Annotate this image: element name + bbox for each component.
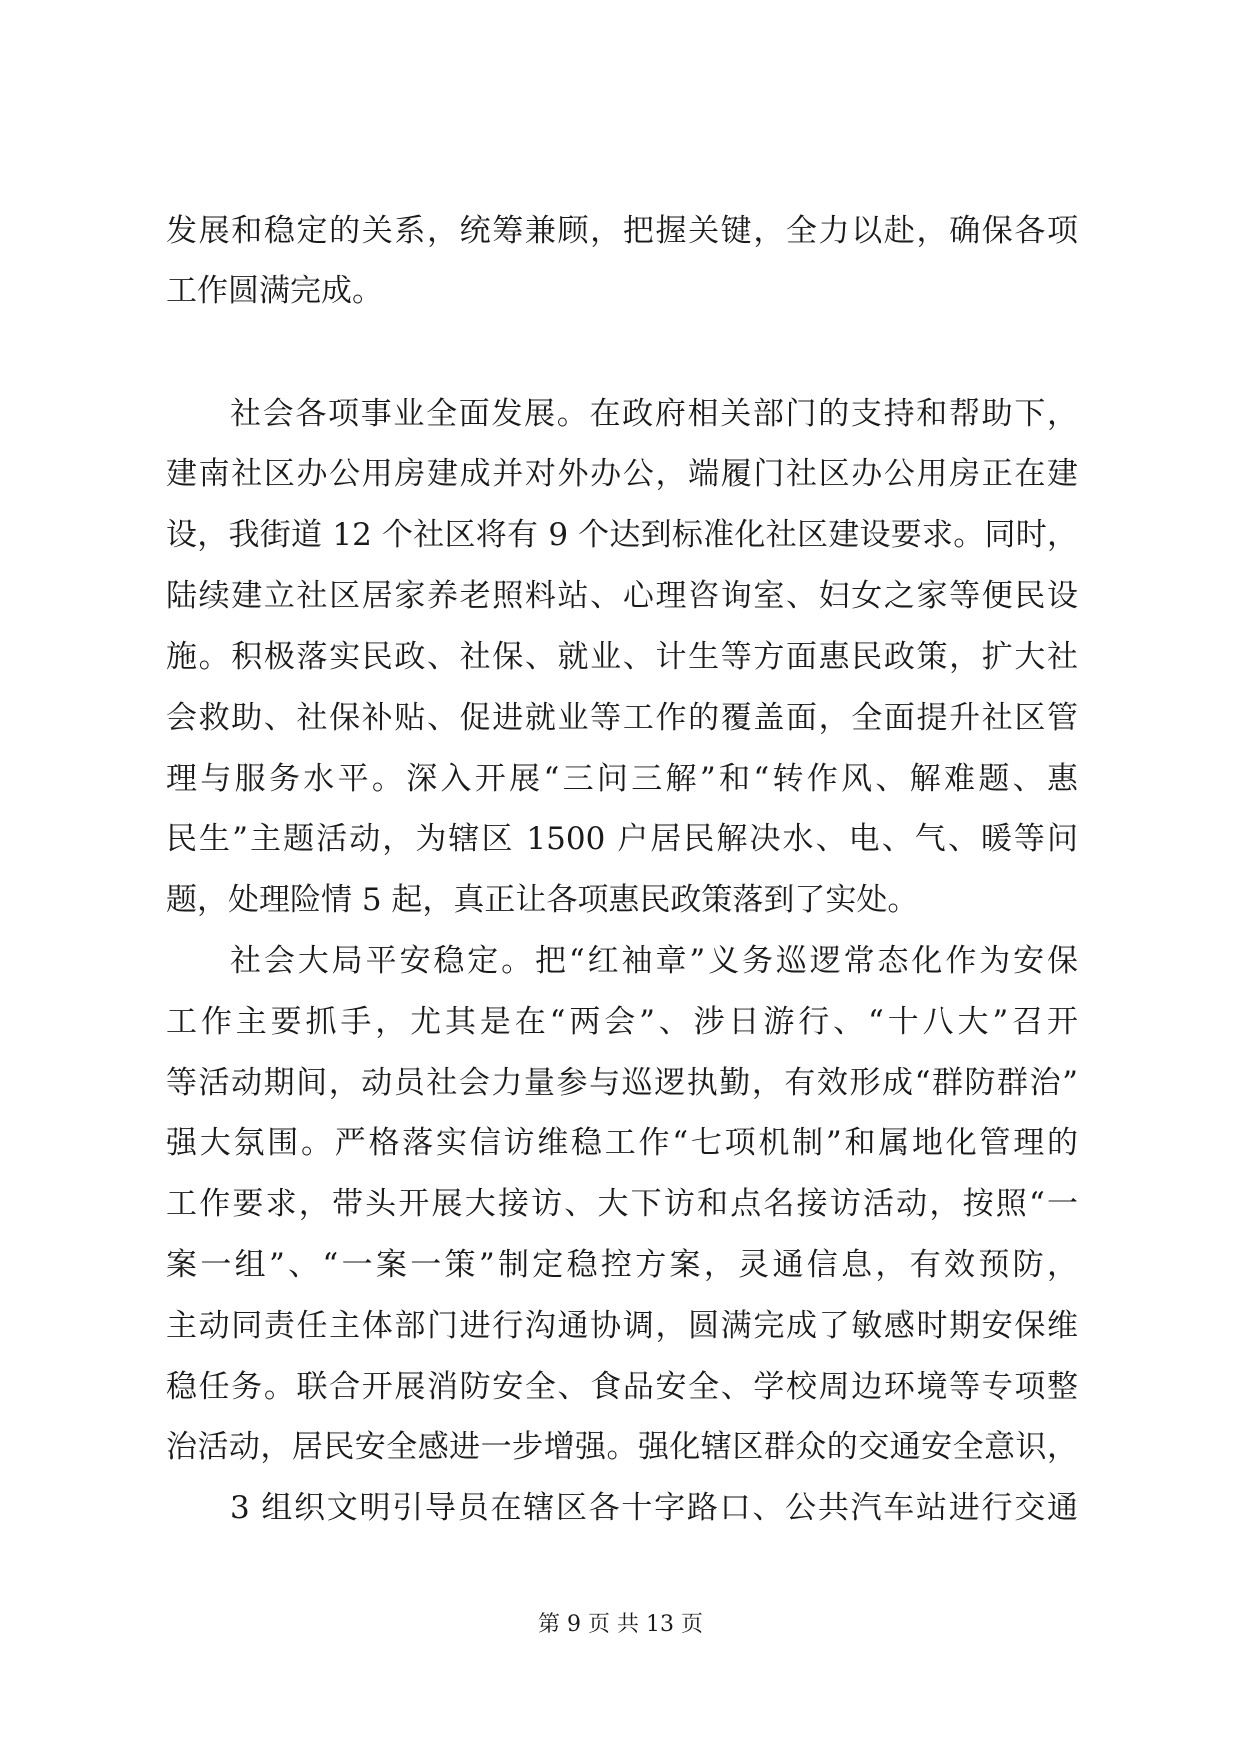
text-line: 工作要求，带头开展大接访、大下访和点名接访活动，按照“一 [166, 1186, 1078, 1222]
text-line: 建南社区办公用房建成并对外办公，端履门社区办公用房正在建 [166, 456, 1078, 492]
paragraph-first-line: 社会大局平安稳定。把“红袖章”义务巡逻常态化作为安保 [230, 943, 1078, 979]
text-line: 题，处理险情 5 起，真正让各项惠民政策落到了实处。 [166, 882, 919, 918]
text-line: 案一组”、“一案一策”制定稳控方案，灵通信息，有效预防， [166, 1247, 1078, 1283]
text-line: 理与服务水平。深入开展“三问三解”和“转作风、解难题、惠 [166, 761, 1078, 797]
text-line: 等活动期间，动员社会力量参与巡逻执勤，有效形成“群防群治” [166, 1065, 1078, 1101]
paragraph-first-line: 社会各项事业全面发展。在政府相关部门的支持和帮助下， [230, 396, 1078, 432]
page-number-footer: 第 9 页 共 13 页 [538, 1612, 703, 1637]
paragraph-first-line: 3 组织文明引导员在辖区各十字路口、公共汽车站进行交通 [230, 1490, 1078, 1526]
text-line: 稳任务。联合开展消防安全、食品安全、学校周边环境等专项整 [166, 1369, 1078, 1405]
text-line: 会救助、社保补贴、促进就业等工作的覆盖面，全面提升社区管 [166, 700, 1078, 736]
text-line: 发展和稳定的关系，统筹兼顾，把握关键，全力以赴，确保各项 [166, 213, 1078, 249]
text-line: 民生”主题活动，为辖区 1500 户居民解决水、电、气、暖等问 [166, 821, 1078, 857]
text-line: 治活动，居民安全感进一步增强。强化辖区群众的交通安全意识， [166, 1429, 1078, 1465]
text-line: 陆续建立社区居家养老照料站、心理咨询室、妇女之家等便民设 [166, 578, 1078, 614]
text-line: 设，我街道 12 个社区将有 9 个达到标准化社区建设要求。同时， [166, 517, 1078, 553]
text-line: 工作圆满完成。 [166, 273, 383, 309]
text-line: 强大氛围。严格落实信访维稳工作“七项机制”和属地化管理的 [166, 1125, 1078, 1161]
text-line: 主动同责任主体部门进行沟通协调，圆满完成了敏感时期安保维 [166, 1308, 1078, 1344]
text-line: 施。积极落实民政、社保、就业、计生等方面惠民政策，扩大社 [166, 639, 1078, 675]
text-line: 工作主要抓手，尤其是在“两会”、涉日游行、“十八大”召开 [166, 1004, 1078, 1040]
